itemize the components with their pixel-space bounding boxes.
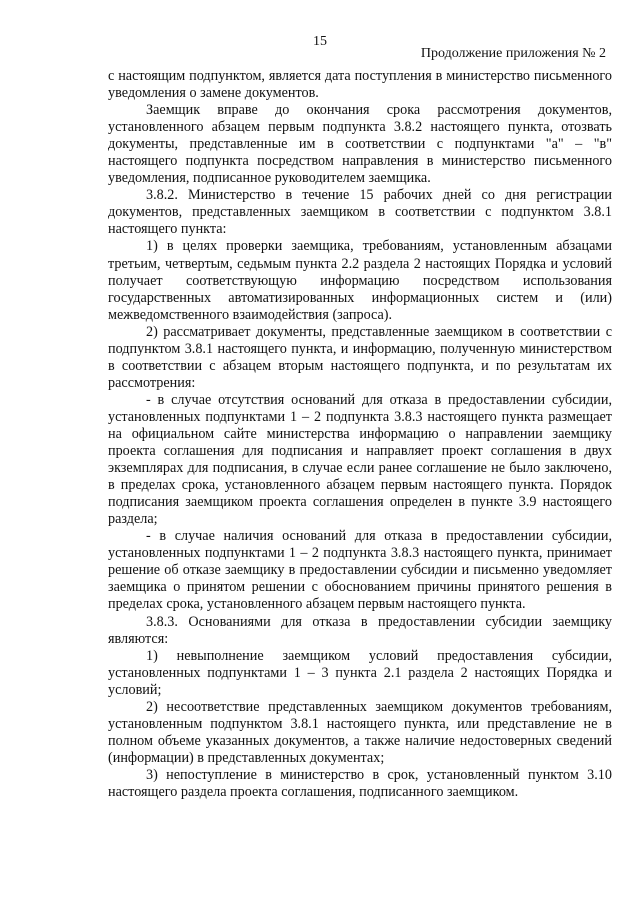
paragraph-9: 1) невыполнение заемщиком условий предоставления субсидии, установленных подпунктами 1 – 3 пункта 2.1 раздела 2 настоящих Порядка и условий;: [108, 647, 612, 698]
paragraph-8: 3.8.3. Основаниями для отказа в предоставлении субсидии заемщику являются:: [108, 613, 612, 647]
document-body: [108, 68, 612, 801]
paragraph-10: 2) несоответствие представленных заемщиком документов требованиям, установленным подпунктом 3.8.1 настоящего пункта, или представление не в полном объеме указанных документов, а также наличие недостоверных сведений (информации) в представленных документах;: [108, 698, 612, 766]
page-number: 15: [313, 34, 327, 49]
paragraph-1: с настоящим подпунктом, является дата поступления в министерство письменного уведомления о замене документов.: [108, 68, 612, 102]
paragraph-7: - в случае наличия оснований для отказа в предоставлении субсидии, установленных подпунктами 1 – 2 подпункта 3.8.3 настоящего пункта, принимает решение об отказе заемщику в предоставлении субсидии и письменно уведомляет заемщика о принятом решении с обоснованием причины принятого решения в пределах срока, установленного абзацем первым настоящего пункта.: [108, 528, 612, 613]
paragraph-5: 2) рассматривает документы, представленные заемщиком в соответствии с подпунктом 3.8.1 настоящего пункта, и информацию, полученную министерством в соответствии с абзацем вторым настоящего подпункта, и по результатам их рассмотрения:: [108, 323, 612, 391]
paragraph-4: 1) в целях проверки заемщика, требованиям, установленным абзацами третьим, четвертым, седьмым пункта 2.2 раздела 2 настоящих Порядка и условий получает соответствующую информацию посредством использования государственных автоматизированных информационных систем и (или) межведомственного взаимодействия (запроса).: [108, 238, 612, 323]
paragraph-11: 3) непоступление в министерство в срок, установленный пунктом 3.10 настоящего раздела проекта соглашения, подписанного заемщиком.: [108, 766, 612, 800]
paragraph-2: Заемщик вправе до окончания срока рассмотрения документов, установленного абзацем первым подпункта 3.8.2 настоящего пункта, отозвать документы, представленные им в соответствии с подпунктами "а" – "в" настоящего подпункта посредством направления в министерство письменного уведомления, подписанное руководителем заемщика.: [108, 102, 612, 187]
continuation-label: Продолжение приложения № 2: [420, 46, 606, 61]
paragraph-3: 3.8.2. Министерство в течение 15 рабочих дней со дня регистрации документов, представленных заемщиком в соответствии с подпунктом 3.8.1 настоящего пункта:: [108, 187, 612, 238]
paragraph-6: - в случае отсутствия оснований для отказа в предоставлении субсидии, установленных подпунктами 1 – 2 подпункта 3.8.3 настоящего пункта размещает на официальном сайте министерства информацию о направлении заемщику проекта соглашения для подписания и направляет проект соглашения в двух экземплярах для подписания, в случае если ранее соглашение не было заключено, в пределах срока, установленного абзацем первым настоящего пункта. Порядок подписания заемщиком проекта соглашения определен в пункте 3.9 настоящего раздела;: [108, 391, 612, 528]
